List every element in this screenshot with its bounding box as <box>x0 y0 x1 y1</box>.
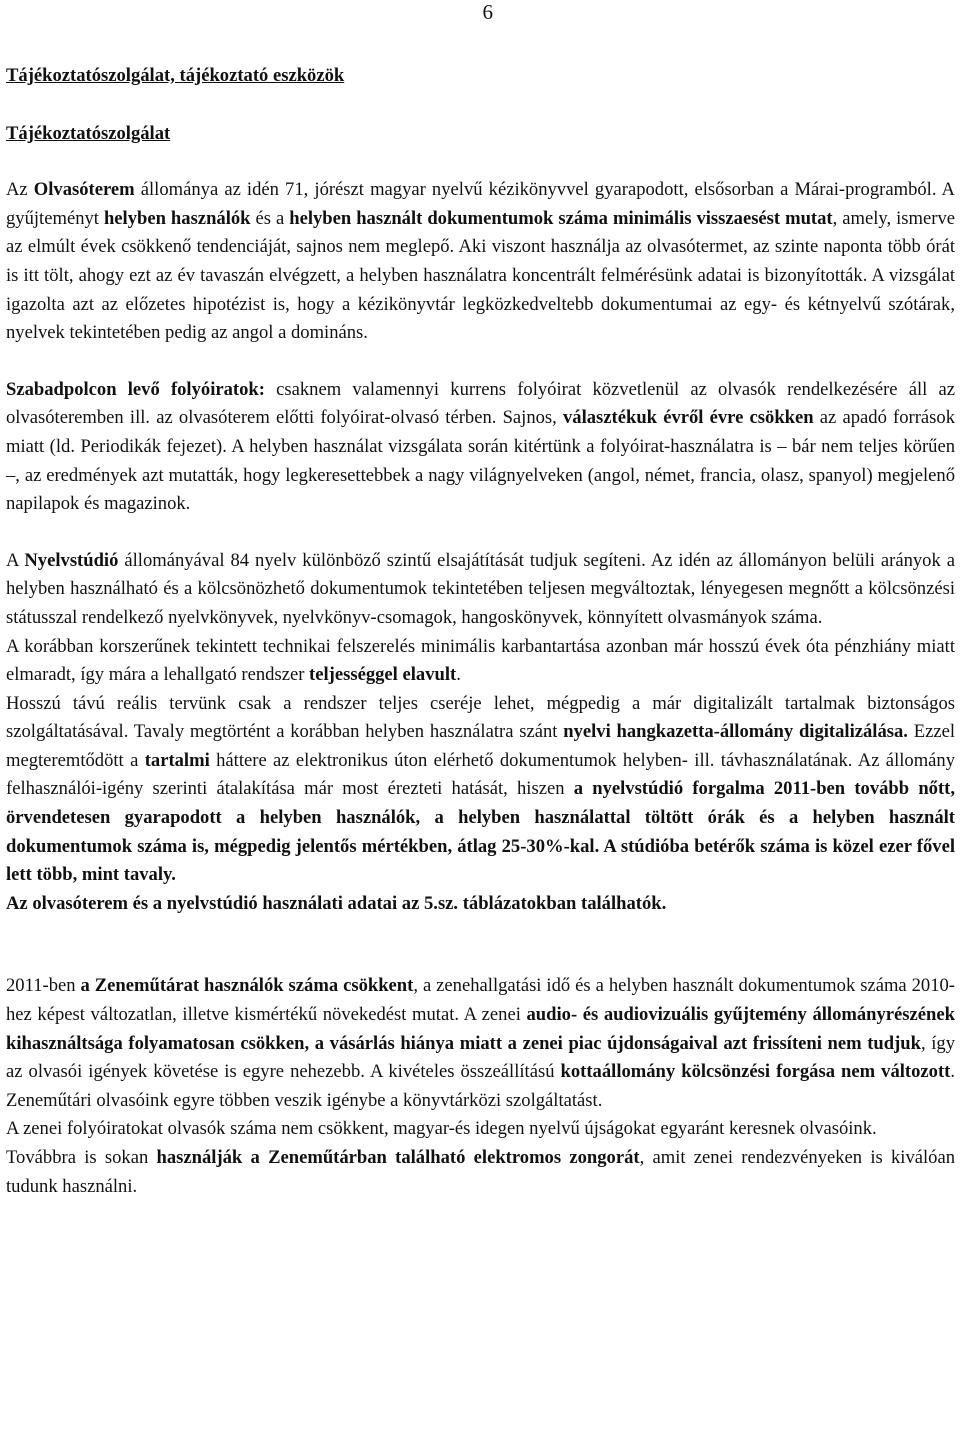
text: Hosszú távú reális tervünk csak a rendszer teljes cseréje lehet, mégpedig a már digitalizált tartalmak biztonságos szolgáltatásával. Tavaly megtörtént a korábban helyben használatra szánt <box>6 692 955 743</box>
bold-text: választékuk évről évre csökken <box>563 407 814 429</box>
text: A <box>6 549 25 571</box>
text: Ezzel megteremtődött a <box>6 721 955 771</box>
paragraph-reading-room <box>6 176 955 348</box>
text: háttere az elektronikus úton elérhető dokumentumok helyben- ill. távhasználatának. Az állomány felhasználói-igény szerinti átalakítása már most érezteti hatását, hiszen <box>6 749 956 800</box>
page-number: 6 <box>482 0 493 24</box>
text: állománya az idén 71, jórészt magyar nyelvű kézikönyvvel gyarapodott, elsősorban a Márai-programból. A gyűjteményt <box>6 179 955 229</box>
text: . <box>456 664 461 686</box>
text: 2011-ben <box>6 975 81 997</box>
paragraph-table-reference <box>6 890 955 919</box>
bold-text: Az olvasóterem és a nyelvstúdió használati adatai az 5.sz. táblázatokban találhatók. <box>6 892 667 914</box>
paragraph-electric-piano <box>6 1144 955 1201</box>
section-heading: Tájékoztatószolgálat, tájékoztató eszközök <box>6 65 345 86</box>
subsection-heading: Tájékoztatószolgálat <box>6 122 171 144</box>
bold-text: használják a Zeneműtárban található elektromos zongorát <box>156 1147 640 1168</box>
text: Továbbra is sokan <box>6 1147 157 1168</box>
paragraph-equipment <box>6 633 955 690</box>
bold-text: teljességgel elavult <box>309 664 457 686</box>
bold-text: Szabadpolcon levő folyóiratok: <box>6 378 265 400</box>
text: , amit zenei rendezvényeken is kiválóan tudunk használni. <box>6 1147 956 1197</box>
document-body <box>6 62 955 1201</box>
paragraph-language-studio <box>6 547 955 633</box>
paragraph-music-library <box>6 972 955 1115</box>
bold-text: helyben használók <box>103 207 251 229</box>
text: és a <box>250 207 290 229</box>
bold-text: kottaállomány kölcsönzési forgása nem változott <box>560 1061 951 1083</box>
text: Az <box>6 179 34 201</box>
paragraph-periodicals <box>6 376 955 519</box>
text: állományával 84 nyelv különböző szintű elsajátítását tudjuk segíteni. Az idén az állományon belüli arányok a helyben használható és a kölcsönözhető dokumentumok tekintetében teljesen megváltoztak, lényegesen megnőtt a kölcsönzési státusszal rendelkező nyelvkönyvek, nyelvkönyv-csomagok, hangoskönyvek, könnyített olvasmányok száma. <box>6 549 955 628</box>
bold-text: helyben használt dokumentumok száma minimális visszaesést mutat <box>289 207 833 229</box>
text: csaknem valamennyi kurrens folyóirat közvetlenül az olvasók rendelkezésére áll az olvasóteremben ill. az olvasóterem előtti folyóirat-olvasó térben. Sajnos, <box>6 378 955 429</box>
bold-text: nyelvi hangkazetta-állomány digitalizálása. <box>563 721 908 743</box>
text: , így az olvasói igények követése is egyre nehezebb. A kivételes összeállítású <box>6 1032 955 1083</box>
bold-text: tartalmi <box>144 749 210 771</box>
bold-text: Olvasóterem <box>33 179 135 201</box>
bold-text: Nyelvstúdió <box>24 549 119 571</box>
bold-text: audio- és audiovizuális gyűjtemény állományrészének kihasználtsága folyamatosan csökken, a vásárlás hiánya miatt a zenei piac újdonságaival azt frissíteni nem tudjuk <box>6 1004 955 1054</box>
paragraph-music-periodicals: A zenei folyóiratokat olvasók száma nem csökkent, magyar-és idegen nyelvű újságokat egyaránt keresnek olvasóink. <box>6 1118 877 1140</box>
text: . Zeneműtári olvasóink egyre többen veszik igénybe a könyvtárközi szolgáltatást. <box>6 1061 955 1111</box>
paragraph-plans <box>6 690 955 890</box>
bold-text: a Zeneműtárat használók száma csökkent <box>80 975 414 997</box>
bold-text: a nyelvstúdió forgalma 2011-ben tovább nőtt, örvendetesen gyarapodott a helyben használók, a helyben használattal töltött órák és a helyben használt dokumentumok száma is, mégpedig jelentős mértékben, átlag 25-30%-kal. A stúdióba betérők száma is közel ezer fővel lett több, mint tavaly. <box>6 778 955 886</box>
text: az apadó források miatt (ld. Periodikák fejezet). A helyben használat vizsgálata során kitértünk a folyóirat-használatra is – bár nem teljes körűen –, az eredmények azt mutatták, hogy legkeresettebbek a nagy világnyelveken (angol, német, francia, olasz, spanyol) megjelenő napilapok és magazinok. <box>6 407 956 515</box>
text: , amely, ismerve az elmúlt évek csökkenő tendenciáját, sajnos nem meglepő. Aki viszont használja az olvasótermet, az szinte naponta több órát is itt tölt, ahogy ezt az év tavaszán elvégzett, a helyben használatra koncentrált felmérésünk adatai is bizonyították. A vizsgálat igazolta azt az előzetes hipotézist is, hogy a kézikönyvtár legközkedveltebb dokumentumai az egy- és kétnyelvű szótárak, nyelvek tekintetében pedig az angol a domináns. <box>6 207 955 344</box>
text: A korábban korszerűnek tekintett technikai felszerelés minimális karbantartása azonban már hosszú évek óta pénzhiány miatt elmaradt, így mára a lehallgató rendszer <box>6 635 955 686</box>
text: , a zenehallgatási idő és a helyben használt dokumentumok száma 2010-hez képest változatlan, illetve kismértékű növekedést mutat. A zenei <box>6 975 955 1026</box>
